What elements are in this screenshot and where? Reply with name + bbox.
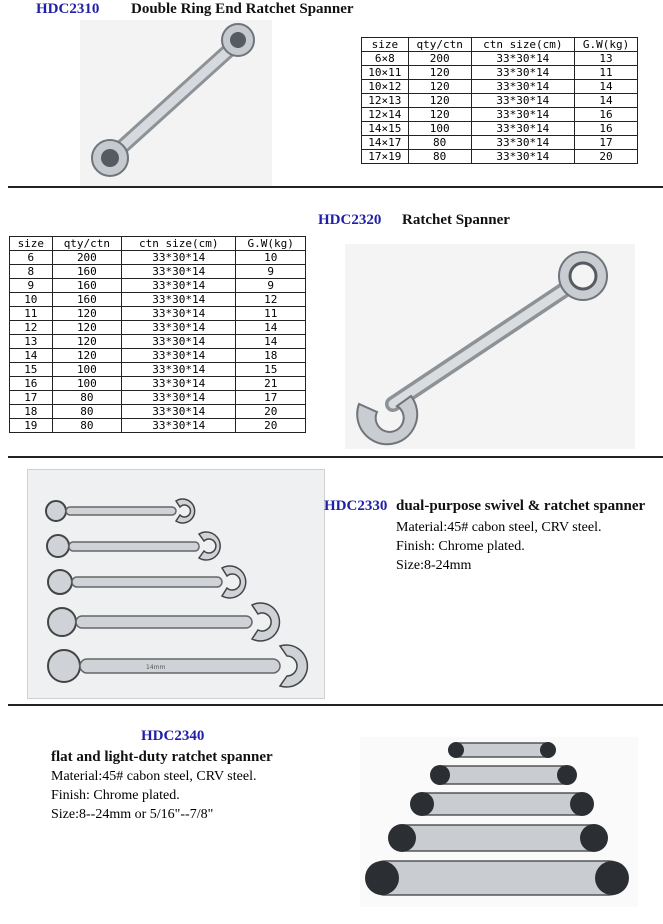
- table-cell: 16: [10, 377, 53, 391]
- table-cell: 14×15: [362, 122, 409, 136]
- table-cell: 14: [236, 321, 306, 335]
- table-row: [10, 363, 306, 377]
- hdc2340-photo: [360, 737, 638, 907]
- table-cell: 80: [408, 150, 471, 164]
- flat-spanner-2: [430, 765, 577, 785]
- table-cell: 11: [10, 307, 53, 321]
- table-cell: 160: [52, 265, 122, 279]
- product-code-hdc2320: HDC2320: [318, 212, 382, 228]
- table-cell: 100: [52, 377, 122, 391]
- table-cell: 17: [10, 391, 53, 405]
- product-title-hdc2340: flat and light-duty ratchet spanner: [51, 749, 273, 765]
- flat-spanner-3: [410, 792, 594, 816]
- table-cell: 33*30*14: [471, 122, 574, 136]
- table-cell: 80: [52, 405, 122, 419]
- table-cell: 100: [408, 122, 471, 136]
- table-cell: 33*30*14: [122, 405, 236, 419]
- table-cell: 18: [236, 349, 306, 363]
- table-cell: 33*30*14: [471, 52, 574, 66]
- spanner-2: [47, 532, 220, 560]
- hdc2320-spec-table: [9, 236, 306, 433]
- table-row: [362, 108, 638, 122]
- table-row: [10, 419, 306, 433]
- table-row: [10, 335, 306, 349]
- table-row: [10, 391, 306, 405]
- section-divider: [8, 456, 663, 458]
- table-cell: 160: [52, 293, 122, 307]
- table-cell: 14: [575, 80, 638, 94]
- table-cell: 33*30*14: [122, 419, 236, 433]
- table-cell: 17: [236, 391, 306, 405]
- table-cell: 33*30*14: [122, 307, 236, 321]
- table-row: [10, 279, 306, 293]
- table-cell: 8: [10, 265, 53, 279]
- table-cell: 12×13: [362, 94, 409, 108]
- section-divider: [8, 704, 663, 706]
- table-cell: 13: [575, 52, 638, 66]
- table-cell: 33*30*14: [122, 251, 236, 265]
- table-cell: 16: [575, 122, 638, 136]
- table-cell: 120: [408, 66, 471, 80]
- flat-spanner-1: [448, 742, 556, 758]
- table-cell: 80: [408, 136, 471, 150]
- material-text: Material:45# cabon steel, CRV steel.: [51, 769, 257, 784]
- spanner-5: [48, 645, 307, 687]
- table-cell: 120: [52, 321, 122, 335]
- hdc2320-table-body: [10, 251, 306, 433]
- table-cell: 33*30*14: [122, 265, 236, 279]
- table-row: [362, 80, 638, 94]
- table-cell: 120: [52, 335, 122, 349]
- hdc2330-description: [396, 518, 601, 575]
- material-text: Material:45# cabon steel, CRV steel.: [396, 520, 602, 535]
- table-cell: 33*30*14: [471, 108, 574, 122]
- table-cell: 160: [52, 279, 122, 293]
- table-cell: 12: [10, 321, 53, 335]
- table-cell: 20: [236, 419, 306, 433]
- hdc2330-photo: [27, 469, 325, 699]
- table-cell: 19: [10, 419, 53, 433]
- table-cell: 200: [408, 52, 471, 66]
- column-header: G.W(kg): [575, 38, 638, 52]
- product-code-hdc2310: HDC2310: [36, 1, 100, 17]
- table-cell: 10: [10, 293, 53, 307]
- table-cell: 14: [575, 94, 638, 108]
- table-row: [10, 307, 306, 321]
- product-title-hdc2320: Ratchet Spanner: [402, 212, 510, 228]
- finish-text: Finish: Chrome plated.: [396, 539, 525, 554]
- flat-spanner-5: [365, 861, 629, 895]
- table-cell: 6×8: [362, 52, 409, 66]
- table-cell: 12×14: [362, 108, 409, 122]
- table-cell: 9: [236, 265, 306, 279]
- product-title-hdc2330: dual-purpose swivel & ratchet spanner: [396, 498, 646, 514]
- table-cell: 16: [575, 108, 638, 122]
- table-row: [10, 265, 306, 279]
- table-cell: 33*30*14: [471, 94, 574, 108]
- hdc2310-photo: [80, 20, 272, 186]
- table-header-row: [362, 38, 638, 52]
- double-ring-spanner-image: [80, 20, 272, 186]
- table-cell: 200: [52, 251, 122, 265]
- hdc2310-table-body: [362, 52, 638, 164]
- table-row: [10, 349, 306, 363]
- product-title-hdc2310: Double Ring End Ratchet Spanner: [131, 1, 354, 17]
- column-header: ctn size(cm): [122, 237, 236, 251]
- table-cell: 33*30*14: [471, 80, 574, 94]
- table-cell: 10: [236, 251, 306, 265]
- column-header: qty/ctn: [52, 237, 122, 251]
- table-cell: 15: [236, 363, 306, 377]
- table-cell: 17: [575, 136, 638, 150]
- spanner-4: [48, 603, 279, 641]
- table-cell: 11: [236, 307, 306, 321]
- table-cell: 20: [236, 405, 306, 419]
- spanner-1: [46, 499, 195, 523]
- size-text: Size:8--24mm or 5/16"--7/8": [51, 807, 214, 822]
- table-cell: 11: [575, 66, 638, 80]
- table-cell: 33*30*14: [122, 363, 236, 377]
- table-cell: 6: [10, 251, 53, 265]
- table-row: [10, 321, 306, 335]
- finish-text: Finish: Chrome plated.: [51, 788, 180, 803]
- table-cell: 33*30*14: [122, 377, 236, 391]
- table-cell: 80: [52, 391, 122, 405]
- column-header: qty/ctn: [408, 38, 471, 52]
- hdc2310-spec-table: [361, 37, 638, 164]
- table-cell: 21: [236, 377, 306, 391]
- table-row: [10, 405, 306, 419]
- table-cell: 33*30*14: [122, 391, 236, 405]
- column-header: size: [362, 38, 409, 52]
- table-row: [362, 150, 638, 164]
- table-header-row: [10, 237, 306, 251]
- table-cell: 120: [52, 307, 122, 321]
- flat-ratchet-spanner-set-image: [360, 737, 638, 907]
- table-cell: 20: [575, 150, 638, 164]
- table-cell: 15: [10, 363, 53, 377]
- product-code-hdc2330: HDC2330: [324, 498, 388, 514]
- spanner-engraving: 14mm: [146, 664, 166, 671]
- table-cell: 33*30*14: [122, 293, 236, 307]
- table-cell: 10×12: [362, 80, 409, 94]
- table-cell: 33*30*14: [471, 150, 574, 164]
- table-row: [10, 293, 306, 307]
- table-cell: 9: [236, 279, 306, 293]
- table-cell: 17×19: [362, 150, 409, 164]
- table-cell: 12: [236, 293, 306, 307]
- table-cell: 14×17: [362, 136, 409, 150]
- table-cell: 120: [408, 94, 471, 108]
- table-row: [362, 122, 638, 136]
- column-header: size: [10, 237, 53, 251]
- column-header: G.W(kg): [236, 237, 306, 251]
- table-cell: 33*30*14: [122, 279, 236, 293]
- ratchet-spanner-image: [345, 244, 635, 449]
- spanner-3: [48, 566, 246, 598]
- table-cell: 33*30*14: [471, 136, 574, 150]
- table-cell: 14: [236, 335, 306, 349]
- swivel-ratchet-spanner-set-image: [28, 470, 324, 698]
- table-cell: 33*30*14: [122, 349, 236, 363]
- flat-spanner-4: [388, 824, 608, 852]
- product-code-hdc2340: HDC2340: [141, 728, 205, 744]
- hdc2320-photo: [345, 244, 635, 449]
- table-cell: 9: [10, 279, 53, 293]
- hdc2340-description: [51, 748, 273, 824]
- size-text: Size:8-24mm: [396, 558, 472, 573]
- table-cell: 120: [408, 108, 471, 122]
- table-cell: 18: [10, 405, 53, 419]
- table-row: [362, 94, 638, 108]
- table-cell: 33*30*14: [471, 66, 574, 80]
- table-row: [10, 377, 306, 391]
- table-row: [362, 66, 638, 80]
- table-cell: 80: [52, 419, 122, 433]
- column-header: ctn size(cm): [471, 38, 574, 52]
- table-row: [362, 136, 638, 150]
- table-cell: 13: [10, 335, 53, 349]
- table-cell: 33*30*14: [122, 321, 236, 335]
- section-divider: [8, 186, 663, 188]
- table-cell: 120: [408, 80, 471, 94]
- table-row: [362, 52, 638, 66]
- table-cell: 10×11: [362, 66, 409, 80]
- table-row: [10, 251, 306, 265]
- table-cell: 100: [52, 363, 122, 377]
- table-cell: 33*30*14: [122, 335, 236, 349]
- table-cell: 14: [10, 349, 53, 363]
- table-cell: 120: [52, 349, 122, 363]
